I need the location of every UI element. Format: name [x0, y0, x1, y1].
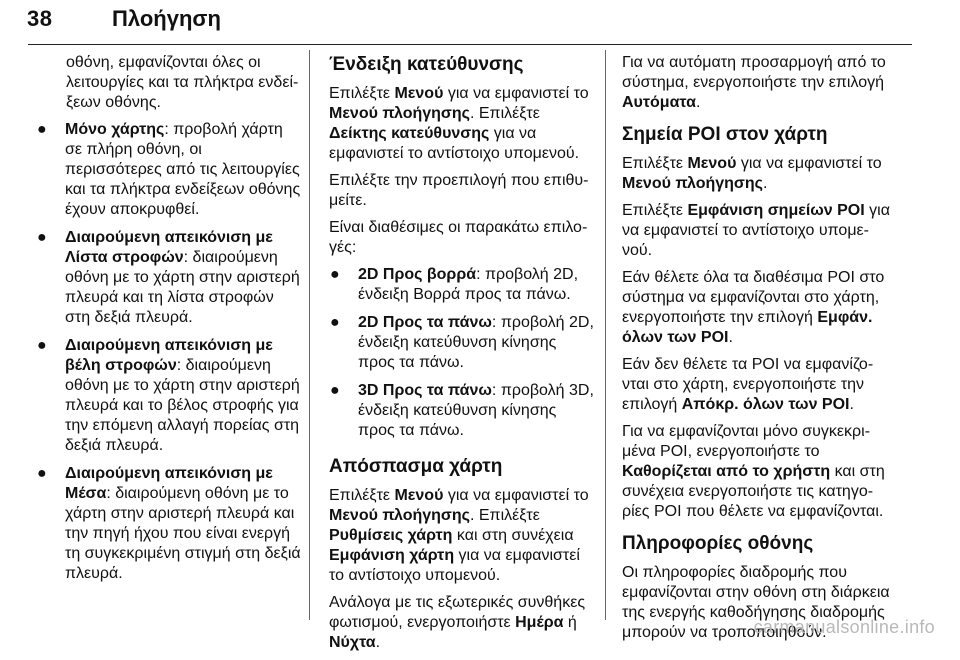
- term: 2D Προς βορρά: [358, 266, 477, 283]
- paragraph: Επιλέξτε Εμφάνιση σημείων POI για να εμφανιστεί το αντίστοιχο υπομε-νού.: [622, 202, 890, 259]
- bullet-icon: ●: [330, 266, 340, 283]
- column-divider: [309, 50, 310, 620]
- paragraph: Ανάλογα με τις εξωτερικές συνθήκες φωτισμού, ενεργοποιήστε Ημέρα ή Νύχτα.: [329, 594, 586, 651]
- column-3: [622, 53, 890, 650]
- page-title: Πλοήγηση: [112, 6, 221, 31]
- section-heading: Σημεία POI στον χάρτη: [622, 124, 828, 145]
- section-heading: Ένδειξη κατεύθυνσης: [329, 54, 524, 75]
- term: Διαιρούμενη απεικόνιση με Λίστα στροφών: [65, 229, 273, 266]
- list-item: [329, 381, 594, 441]
- paragraph: Επιλέξτε Μενού για να εμφανιστεί το Μενού πλοήγησης.: [622, 155, 882, 192]
- list-item: [329, 313, 594, 373]
- page-number: 38: [27, 6, 53, 31]
- header-rule: [28, 44, 912, 45]
- bullet-icon: ●: [37, 121, 47, 138]
- bullet-icon: ●: [37, 465, 47, 482]
- bullet-list: [329, 265, 594, 441]
- paragraph: Για να εμφανίζονται μόνο συγκεκρι-μένα POI, ενεργοποιήστε το Καθορίζεται από το χρήστη και στη συνέχεια ενεργοποιήστε τις κατηγο-ρίες POI που θέλετε να εμφανίζονται.: [622, 423, 885, 520]
- paragraph: Εάν δεν θέλετε τα POI να εμφανίζο-νται στο χάρτη, ενεργοποιήστε την επιλογή Απόκρ. όλων των POI.: [622, 356, 874, 413]
- bullet-list: [36, 120, 302, 584]
- paragraph: Οι πληροφορίες διαδρομής που εμφανίζονται στην οθόνη στη διάρκεια της ενεργής καθοδήγησης διαδρομής μπορούν να τροποποιηθούν.: [622, 564, 890, 641]
- description: : διαιρούμενη οθόνη με το χάρτη στην αριστερή πλευρά και την πηγή ήχου που είναι ενεργή τη συγκεκριμένη στιγμή στη δεξιά πλευρά.: [65, 485, 301, 582]
- term: 2D Προς τα πάνω: [358, 314, 492, 331]
- description: : προβολή 2D, ένδειξη Βορρά προς τα πάνω.: [358, 266, 579, 303]
- column-2: [329, 53, 594, 660]
- bullet-icon: ●: [330, 314, 340, 331]
- paragraph: Επιλέξτε την προεπιλογή που επιθυ-μείτε.: [329, 172, 589, 209]
- column-divider: [605, 50, 606, 620]
- description: : προβολή χάρτη σε πλήρη οθόνη, οι περισσότερες από τις λειτουργίες και τα πλήκτρα ενδείξεων οθόνης έχουν αποκρυφθεί.: [65, 121, 301, 218]
- term: Μόνο χάρτης: [65, 121, 165, 138]
- list-item: [36, 464, 302, 584]
- term: Διαιρούμενη απεικόνιση με Μέσα: [65, 465, 273, 502]
- term: 3D Προς τα πάνω: [358, 382, 492, 399]
- description: : προβολή 2D, ένδειξη κατεύθυνση κίνησης προς τα πάνω.: [358, 314, 594, 371]
- bullet-icon: ●: [37, 337, 47, 354]
- section-heading: Απόσπασμα χάρτη: [329, 456, 503, 477]
- watermark: carmanualsonline.info: [753, 617, 935, 637]
- paragraph: οθόνη, εμφανίζονται όλες οι λειτουργίες και τα πλήκτρα ενδεί-ξεων οθόνης.: [66, 54, 299, 111]
- list-item: [329, 265, 594, 305]
- column-1: [36, 53, 302, 592]
- description: : διαιρούμενη οθόνη με το χάρτη στην αριστερή πλευρά και το βέλος στροφής για την επόμενη αλλαγή πορείας στη δεξιά πλευρά.: [65, 357, 300, 454]
- list-item: [36, 336, 302, 456]
- paragraph: Για να αυτόματη προσαρμογή από το σύστημα, ενεργοποιήστε την επιλογή Αυτόματα.: [622, 54, 886, 111]
- description: : διαιρούμενη οθόνη με το χάρτη στην αριστερή πλευρά και τη λίστα στροφών στη δεξιά πλευρά.: [65, 249, 300, 326]
- bullet-icon: ●: [37, 229, 47, 246]
- section-heading: Πληροφορίες οθόνης: [622, 533, 814, 554]
- bullet-icon: ●: [330, 382, 340, 399]
- page-header: [0, 0, 960, 48]
- paragraph: Επιλέξτε Μενού για να εμφανιστεί το Μενού πλοήγησης. Επιλέξτε Ρυθμίσεις χάρτη και στη συνέχεια Εμφάνιση χάρτη για να εμφανιστεί το αντίστοιχο υπομενού.: [329, 487, 589, 584]
- paragraph: Εάν θέλετε όλα τα διαθέσιμα POI στο σύστημα να εμφανίζονται στο χάρτη, ενεργοποιήστε την επιλογή Εμφάν. όλων των POI.: [622, 269, 885, 346]
- paragraph: Επιλέξτε Μενού για να εμφανιστεί το Μενού πλοήγησης. Επιλέξτε Δείκτης κατεύθυνσης για να εμφανιστεί το αντίστοιχο υπομενού.: [329, 85, 589, 162]
- description: : προβολή 3D, ένδειξη κατεύθυνση κίνησης προς τα πάνω.: [358, 382, 594, 439]
- paragraph: Είναι διαθέσιμες οι παρακάτω επιλο-γές:: [329, 219, 588, 256]
- list-item: [36, 228, 302, 328]
- list-item: [36, 120, 302, 220]
- term: Διαιρούμενη απεικόνιση με βέλη στροφών: [65, 337, 273, 374]
